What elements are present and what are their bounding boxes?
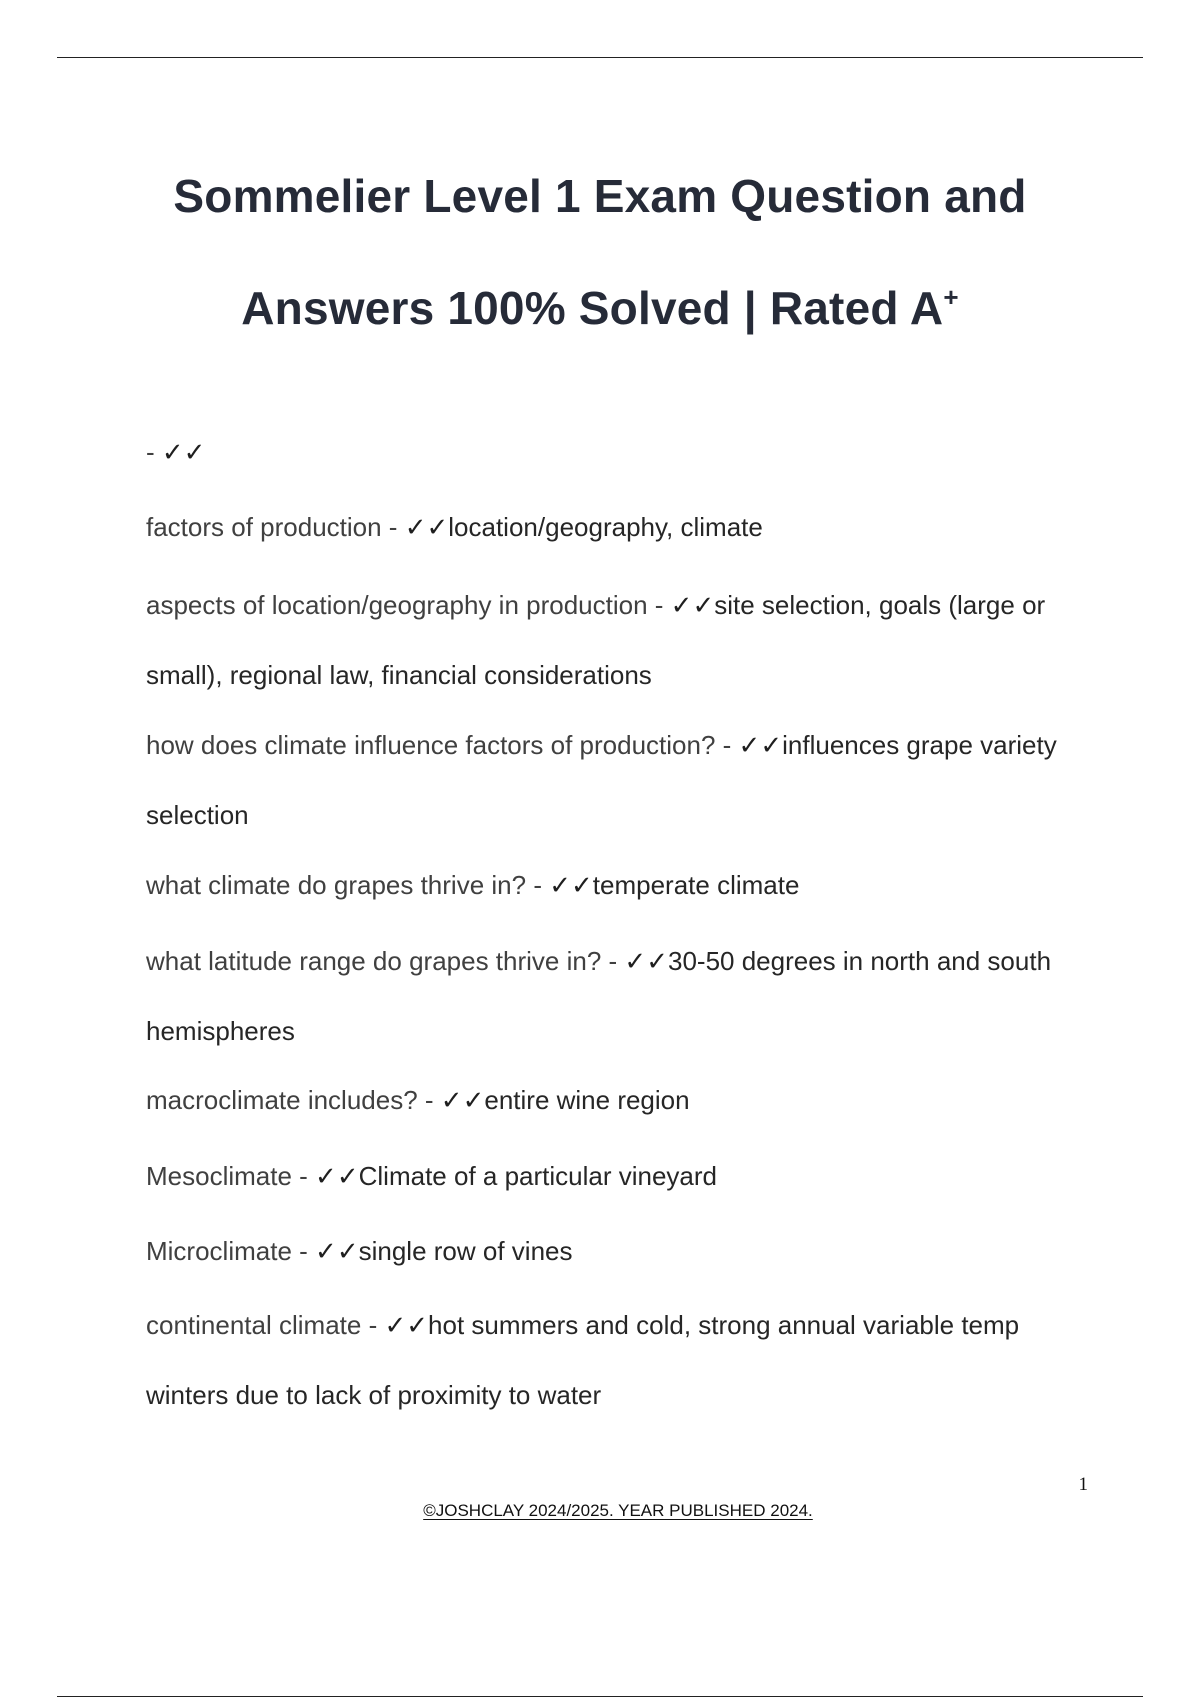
title-line-1: Sommelier Level 1 Exam Question and — [173, 170, 1027, 222]
qa-question: factors of production — [146, 512, 382, 542]
qa-answer: 30-50 degrees in north and south hemispheres — [146, 946, 1052, 1046]
qa-answer: site selection, goals (large or small), regional law, financial considerations — [146, 590, 1046, 690]
qa-answer: influences grape variety selection — [146, 730, 1057, 830]
qa-answer: single row of vines — [358, 1236, 573, 1266]
double-check-icon: ✓✓ — [670, 590, 715, 620]
qa-item — [146, 1141, 1096, 1211]
qa-answer: temperate climate — [592, 870, 800, 900]
qa-separator: - — [715, 730, 739, 760]
double-check-icon: ✓✓ — [161, 437, 206, 467]
qa-question: aspects of location/geography in production — [146, 590, 648, 620]
document-title — [100, 140, 1100, 371]
double-check-icon: ✓✓ — [384, 1310, 429, 1340]
double-check-icon: ✓✓ — [549, 870, 593, 900]
qa-item — [146, 1065, 1096, 1135]
qa-answer: Climate of a particular vineyard — [358, 1161, 718, 1191]
qa-item — [146, 1290, 1096, 1430]
title-superscript: + — [943, 282, 959, 312]
qa-item — [146, 570, 1096, 710]
qa-item — [146, 492, 1096, 562]
double-check-icon: ✓✓ — [315, 1236, 359, 1266]
qa-separator: - — [647, 590, 671, 620]
double-check-icon: ✓✓ — [404, 512, 449, 542]
qa-item — [146, 1216, 1096, 1286]
title-line-2-text: Answers 100% Solved | Rated A — [241, 282, 944, 334]
bottom-rule — [57, 1696, 1143, 1697]
double-check-icon: ✓✓ — [624, 946, 668, 976]
qa-separator: - — [146, 437, 162, 467]
page-number: 1 — [1078, 1474, 1088, 1495]
qa-separator: - — [381, 512, 405, 542]
copyright-footer: ©JOSHCLAY 2024/2025. YEAR PUBLISHED 2024. — [423, 1501, 813, 1520]
qa-separator: - — [601, 946, 625, 976]
qa-item — [146, 850, 1096, 920]
qa-answer: location/geography, climate — [448, 512, 763, 542]
title-line-2 — [100, 252, 1100, 371]
qa-question: Microclimate — [146, 1236, 292, 1266]
qa-answer: hot summers and cold, strong annual variable temp winters due to lack of proximity to water — [146, 1310, 1020, 1410]
qa-question: how does climate influence factors of production? — [146, 730, 716, 760]
double-check-icon: ✓✓ — [440, 1085, 485, 1115]
qa-separator: - — [417, 1085, 441, 1115]
qa-separator: - — [526, 870, 550, 900]
qa-item — [146, 417, 1096, 487]
qa-answer: entire wine region — [484, 1085, 690, 1115]
double-check-icon: ✓✓ — [738, 730, 783, 760]
qa-question: Mesoclimate — [146, 1161, 292, 1191]
qa-question: macroclimate includes? — [146, 1085, 418, 1115]
qa-item — [146, 710, 1096, 850]
double-check-icon: ✓✓ — [315, 1161, 359, 1191]
qa-separator: - — [291, 1236, 316, 1266]
qa-item — [146, 926, 1096, 1066]
qa-question: what latitude range do grapes thrive in? — [146, 946, 602, 976]
qa-separator: - — [361, 1310, 385, 1340]
top-rule — [57, 57, 1143, 58]
qa-question: what climate do grapes thrive in? — [146, 870, 527, 900]
qa-question: continental climate — [146, 1310, 362, 1340]
qa-separator: - — [291, 1161, 316, 1191]
